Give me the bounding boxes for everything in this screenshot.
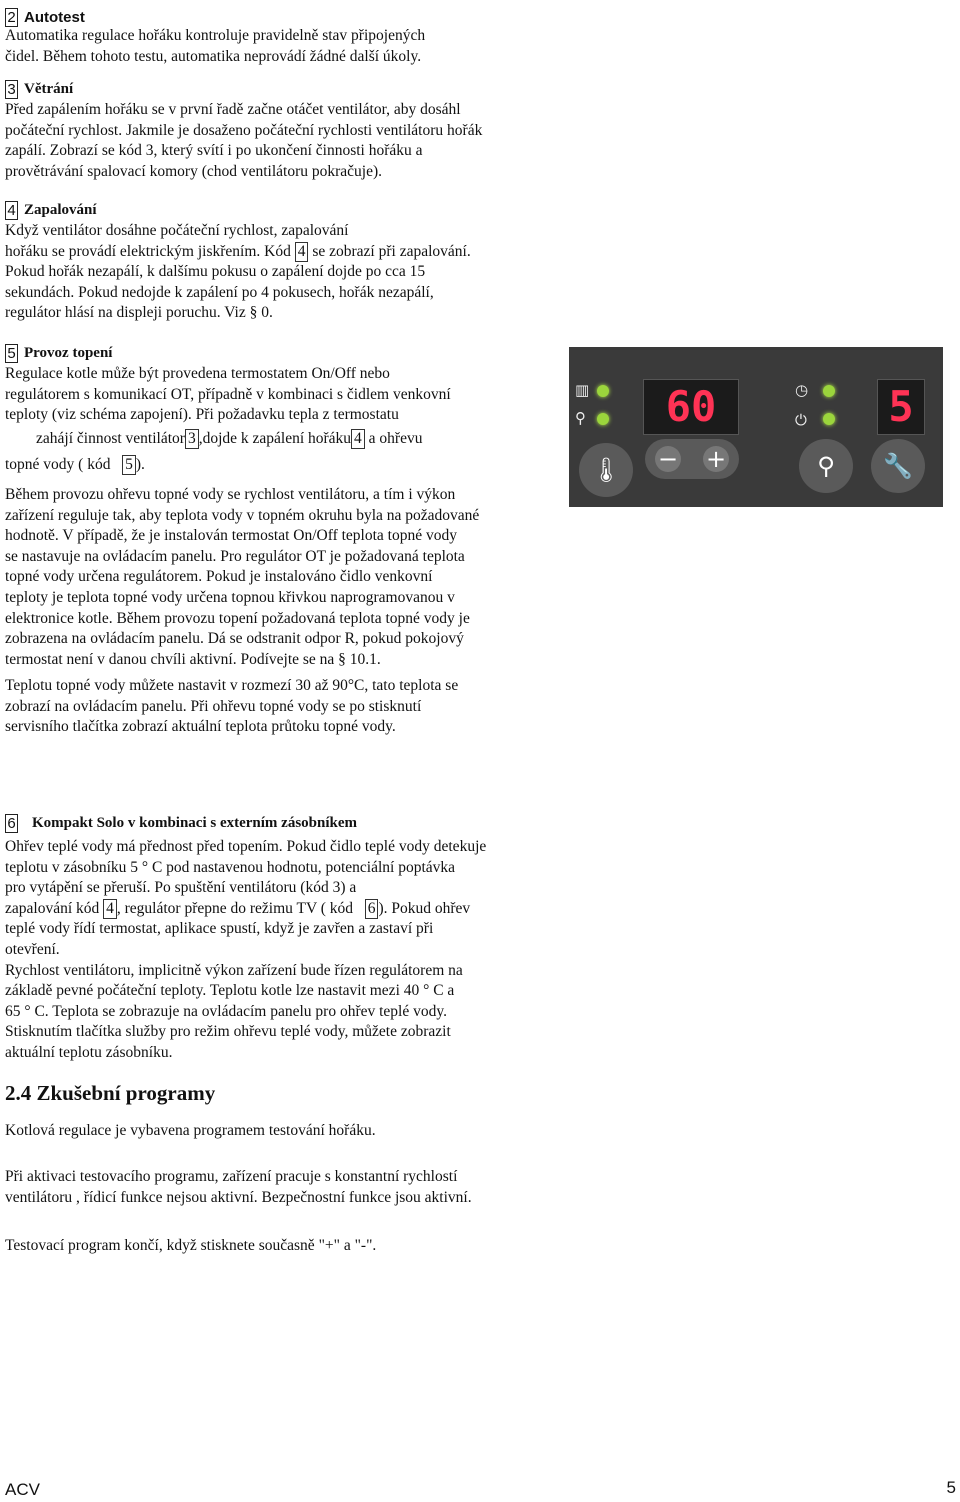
paragraph-line: Regulace kotle může být provedena termostatem On/Off nebo [5, 365, 390, 382]
service-button[interactable] [871, 439, 925, 493]
paragraph-teplota [5, 676, 458, 738]
code-box: 3 [5, 80, 18, 99]
paragraph-line [5, 899, 486, 920]
section-header [5, 78, 482, 100]
code-box: 5 [122, 455, 136, 475]
paragraph-line: regulátor hlásí na displeji poruchu. Viz § 0. [5, 304, 273, 322]
page-number: 5 [946, 1478, 956, 1497]
paragraph-line: počáteční rychlost. Jakmile je dosaženo počáteční rychlosti ventilátoru hořák [5, 121, 483, 139]
fault-led [823, 413, 835, 425]
paragraph-line: Ohřev teplé vody má přednost před topením. Pokud čidlo teplé vody detekuje [5, 838, 487, 855]
tap-icon: ⚲ [575, 409, 586, 427]
paragraph-provoz [5, 485, 479, 670]
paragraph-line: zobrazí na ovládacím panelu. Při ohřevu topné vody se po stisknutí [5, 697, 422, 715]
text: zapalování kód [5, 899, 100, 917]
section-kompakt-solo [5, 812, 486, 1064]
paragraph-line: Automatika regulace hořáku kontroluje pravidelně stav připojených [5, 27, 426, 44]
section-header [5, 6, 425, 28]
paragraph-line: elektronice kotle. Během provozu topení požadovaná teplota topné vody je [5, 609, 470, 627]
paragraph-line: pro vytápění se přeruší. Po spuštění ventilátoru (kód 3) a [5, 879, 357, 897]
tap-button[interactable] [799, 439, 853, 493]
section-header [5, 812, 486, 834]
code-box: 4 [5, 201, 18, 220]
text: topné vody ( kód [5, 456, 111, 474]
section-header [5, 199, 471, 221]
minus-plus-buttons [645, 439, 739, 479]
paragraph-line: teplotu v zásobníku 5 ° C pod nastavenou hodnotu, potenciální poptávka [5, 858, 456, 876]
text: ). Pokud ohřev [378, 899, 471, 917]
section-title: Větrání [24, 80, 74, 97]
paragraph-line: provětrávání spalovací komory (chod ventilátoru pokračuje). [5, 162, 383, 180]
text: , regulátor přepne do režimu TV ( kód [116, 899, 354, 917]
paragraph-line [5, 242, 471, 263]
section-title: Autotest [24, 8, 85, 26]
radiator-icon: ▥ [575, 381, 590, 399]
code-display: 5 [877, 379, 925, 435]
section-heading: 2.4 Zkušební programy [5, 1081, 216, 1105]
paragraph-line: zobrazena na ovládacím panelu. Dá se odstranit odpor R, pokud pokojový [5, 630, 464, 648]
code-box: 3 [185, 429, 199, 449]
paragraph-line: 65 ° C. Teplota se zobrazuje na ovládacím panelu pro ohřev teplé vody. [5, 1002, 447, 1020]
minus-button[interactable]: − [655, 446, 681, 472]
paragraph-line: servisního tlačítka zobrazí aktuální teplota průtoku topné vody. [5, 718, 396, 736]
paragraph-line: Během provozu ohřevu topné vody se rychlost ventilátoru, a tím i výkon [5, 486, 456, 503]
power-icon: ⏻ [795, 411, 807, 429]
tap-icon: ⚲ [817, 452, 835, 480]
thermometer-button[interactable] [579, 443, 633, 497]
code-box: 2 [5, 8, 18, 27]
paragraph: Kotlová regulace je vybavena programem testování hořáku. [5, 1122, 376, 1139]
heating-led [597, 385, 609, 397]
paragraph-line: sekundách. Pokud nedojde k zapálení po 4 pokusech, hořák nezapálí, [5, 283, 434, 301]
code-box: 6 [365, 899, 379, 919]
paragraph-line: ventilátoru , řídicí funkce nejsou aktivní. Bezpečnostní funkce jsou aktivní. [5, 1188, 472, 1206]
footer-brand: ACV [5, 1480, 40, 1499]
paragraph-line: Stisknutím tlačítka služby pro režim ohřevu teplé vody, můžete zobrazit [5, 1023, 451, 1041]
paragraph-line: zařízení reguluje tak, aby teplota vody v topném okruhu byla na požadované [5, 506, 480, 524]
paragraph-test [5, 1167, 472, 1208]
control-panel-image [569, 347, 943, 507]
paragraph-line: zapálí. Zobrazí se kód 3, který svítí i po ukončení činnosti hořáku a [5, 142, 423, 160]
paragraph-line: otevření. [5, 940, 60, 958]
paragraph-line: teploty je teplota topné vody určena topnou křivkou naprogramovanou v [5, 588, 455, 606]
code-box: 6 [5, 814, 18, 833]
paragraph-line: regulátorem s komunikací OT, případně v kombinaci s čidlem venkovní [5, 385, 451, 403]
section-vetrani [5, 78, 482, 182]
thermometer-icon: 🌡 [590, 456, 622, 484]
paragraph-line: hodnotě. V případě, že je instalován termostat On/Off teplota topné vody [5, 527, 457, 545]
text: ,dojde k zapálení hořáku [198, 429, 352, 447]
text: hořáku se provádí elektrickým jiskřením. Kód [5, 242, 291, 260]
paragraph-line: Teplotu topné vody můžete nastavit v rozmezí 30 až 90°C, tato teplota se [5, 677, 459, 694]
code-box: 4 [295, 242, 309, 262]
text: zahájí činnost ventilátor [36, 429, 185, 447]
paragraph-line [5, 455, 451, 476]
temperature-display: 60 [643, 379, 739, 435]
section-header [5, 342, 451, 364]
timer-led [823, 385, 835, 397]
paragraph-line: topné vody určena regulátorem. Pokud je instalováno čidlo venkovní [5, 568, 433, 586]
text: se zobrazí při zapalování. [312, 242, 471, 260]
section-title: Kompakt Solo v kombinaci s externím zásobníkem [32, 814, 358, 831]
code-box: 5 [5, 344, 18, 363]
paragraph-line: Když ventilátor dosáhne počáteční rychlost, zapalování [5, 222, 349, 239]
paragraph-line: teploty (viz schéma zapojení). Při požadavku tepla z termostatu [5, 406, 399, 424]
text: ). [135, 456, 145, 474]
paragraph-line: Před zapálením hořáku se v první řadě začne otáčet ventilátor, aby dosáhl [5, 101, 461, 118]
paragraph-line: Pokud hořák nezapálí, k dalšímu pokusu o zapálení dojde po cca 15 [5, 263, 426, 281]
paragraph-line: termostat není v danou chvíli aktivní. Podívejte se na § 10.1. [5, 650, 381, 668]
section-title: Provoz topení [24, 344, 113, 361]
paragraph-line: čidel. Během tohoto testu, automatika neprovádí žádné další úkoly. [5, 47, 422, 65]
code-box: 4 [103, 899, 117, 919]
paragraph-line: aktuální teplotu zásobníku. [5, 1043, 173, 1061]
paragraph-line: Rychlost ventilátoru, implicitně výkon zařízení bude řízen regulátorem na [5, 961, 463, 979]
section-title: Zapalování [24, 201, 97, 218]
text: a ohřevu [368, 429, 423, 447]
paragraph-line: Při aktivaci testovacího programu, zařízení pracuje s konstantní rychlostí [5, 1168, 458, 1185]
clock-icon: ◷ [795, 381, 809, 399]
section-zapalovani [5, 199, 471, 324]
paragraph: Testovací program končí, když stisknete současně "+" a "-". [5, 1237, 377, 1254]
paragraph-line: základě pevné počáteční teploty. Teplotu kotle lze nastavit mezi 40 ° C a [5, 982, 455, 1000]
dhw-led [597, 413, 609, 425]
section-autotest [5, 6, 425, 67]
paragraph-line: se nastavuje na ovládacím panelu. Pro regulátor OT je požadovaná teplota [5, 547, 465, 565]
paragraph-line [5, 429, 451, 450]
paragraph-line: teplé vody řídí termostat, aplikace spustí, když je zavřen a zastaví při [5, 920, 434, 938]
code-box: 4 [351, 429, 365, 449]
wrench-icon: 🔧 [883, 452, 913, 480]
section-provoz-topeni [5, 342, 451, 476]
plus-button[interactable]: + [703, 446, 729, 472]
